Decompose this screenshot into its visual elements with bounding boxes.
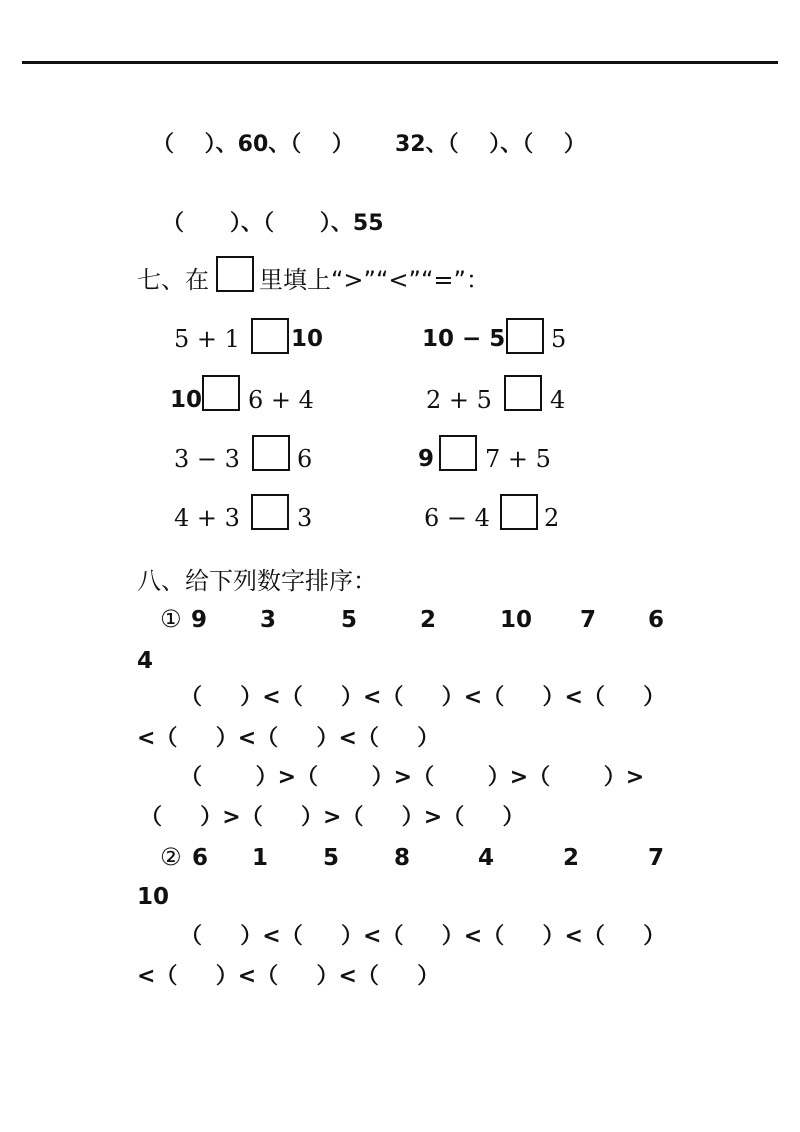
comparison-box[interactable]: [216, 256, 254, 292]
number-item: 8: [394, 845, 411, 871]
number-item: 5: [323, 845, 340, 871]
question-marker: ②: [160, 843, 182, 871]
number-item: 10: [137, 884, 170, 910]
comparison-box[interactable]: [252, 435, 290, 471]
comparison-right: 5: [551, 325, 567, 353]
comparison-box[interactable]: [500, 494, 538, 530]
comparison-box[interactable]: [439, 435, 477, 471]
comparison-left: 2 + 5: [426, 386, 492, 414]
number-item: 2: [563, 845, 580, 871]
sequence-line-2: 32、（ ）、（ ）: [395, 132, 586, 157]
comparison-right: 7 + 5: [485, 445, 551, 473]
number-item: 1: [252, 845, 269, 871]
number-item: 3: [260, 607, 277, 633]
descending-blanks: （ ）>（ ）>（ ）>（ ）: [140, 805, 525, 830]
comparison-left: 10 − 5: [422, 326, 506, 352]
number-item: 6: [192, 845, 209, 871]
comparison-right: 3: [297, 504, 313, 532]
comparison-box[interactable]: [251, 494, 289, 530]
number-item: 7: [648, 845, 665, 871]
comparison-box[interactable]: [506, 318, 544, 354]
section-8-title: 八、给下列数字排序：: [137, 567, 377, 595]
number-item: 10: [500, 607, 533, 633]
sequence-line-1: （ ）、60、（ ）: [152, 132, 354, 157]
number-item: 9: [191, 607, 208, 633]
ascending-blanks: （ ）<（ ）<（ ）<（ ）<（ ）: [180, 924, 666, 949]
number-item: 6: [648, 607, 665, 633]
number-item: 7: [580, 607, 597, 633]
number-item: 2: [420, 607, 437, 633]
descending-blanks: （ ）>（ ）>（ ）>（ ）>: [180, 765, 645, 790]
comparison-right: 6: [297, 445, 313, 473]
comparison-right: 6 + 4: [248, 386, 314, 414]
comparison-box[interactable]: [504, 375, 542, 411]
comparison-left: 3 − 3: [174, 445, 240, 473]
number-item: 4: [137, 648, 154, 674]
comparison-left: 4 + 3: [174, 504, 240, 532]
comparison-box[interactable]: [202, 375, 240, 411]
comparison-left: 5 + 1: [174, 325, 240, 353]
comparison-left: 10: [170, 387, 203, 413]
ascending-blanks: <（ ）<（ ）<（ ）: [137, 964, 440, 989]
question-marker: ①: [160, 605, 182, 633]
section-7-prefix: 七、在: [137, 266, 209, 294]
comparison-right: 10: [291, 326, 324, 352]
comparison-left: 9: [418, 446, 435, 472]
number-item: 4: [478, 845, 495, 871]
sequence-line-3: （ ）、（ ）、55: [162, 211, 384, 236]
ascending-blanks: （ ）<（ ）<（ ）<（ ）<（ ）: [180, 685, 666, 710]
top-rule: [22, 61, 778, 64]
comparison-right: 4: [550, 386, 566, 414]
comparison-box[interactable]: [251, 318, 289, 354]
comparison-right: 2: [544, 504, 560, 532]
section-7-suffix: 里填上“>”“<”“=”：: [259, 266, 490, 294]
ascending-blanks: <（ ）<（ ）<（ ）: [137, 726, 440, 751]
comparison-left: 6 − 4: [424, 504, 490, 532]
number-item: 5: [341, 607, 358, 633]
